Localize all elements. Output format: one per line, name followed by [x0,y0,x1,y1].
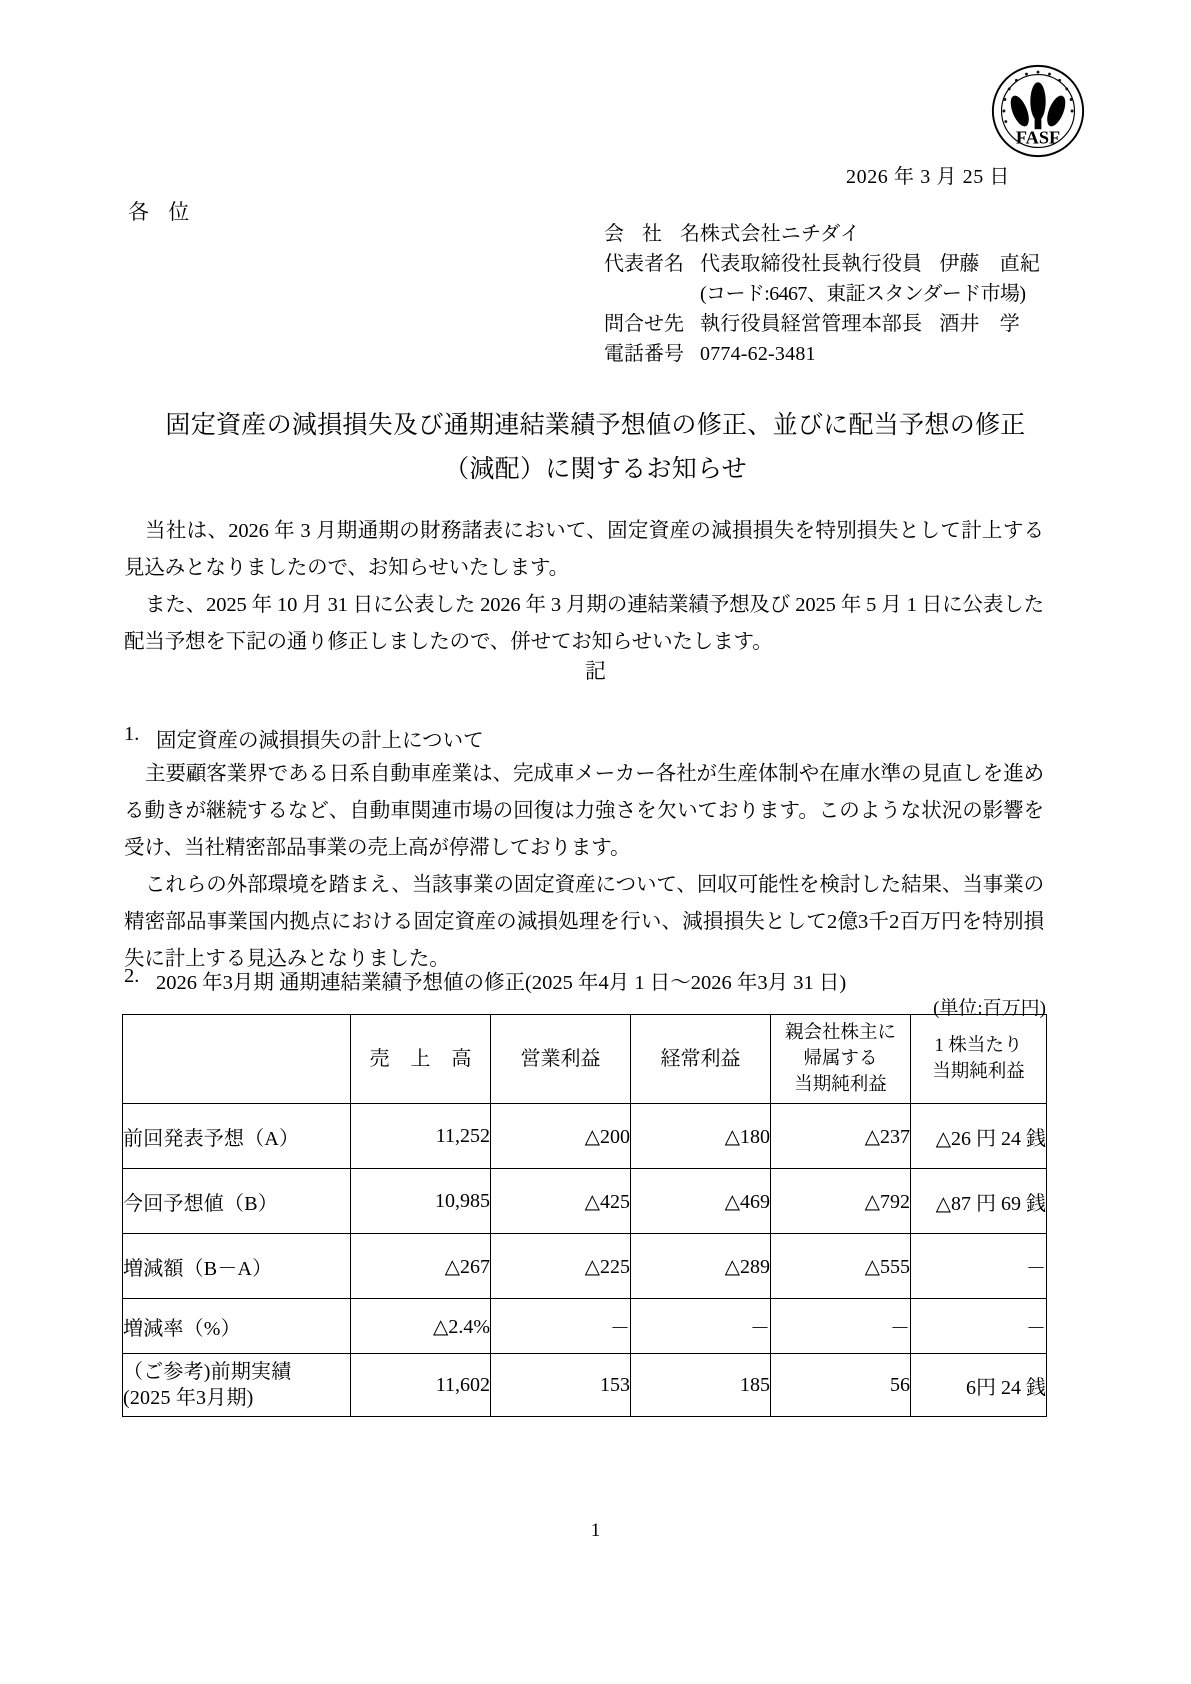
representative-title: 代表取締役社長執行役員 [700,253,923,275]
contact-row [604,309,1040,339]
row-label-prior-year-actual-line2: (2025 年3月期) [123,1387,254,1409]
intro-paragraph-1: 当社は、2026 年 3 月期通期の財務諸表において、固定資産の減損損失を特別損失として計上する見込みとなりましたので、お知らせいたします。 [124,520,1044,579]
row-label-current-forecast: 今回予想値（B） [123,1169,351,1234]
fasf-logo [990,63,1086,159]
section-2-number: 2. [124,965,140,987]
cell-current-forecast-operating: △425 [491,1169,631,1234]
table-row [123,1354,1047,1417]
contact-label: 問合せ先 [604,313,684,335]
cell-previous-forecast-sales: 11,252 [351,1104,491,1169]
table-header-row [123,1015,1047,1104]
cell-prior-year-eps: 6円 24 銭 [911,1354,1047,1417]
contact-title: 執行役員経営管理本部長 [700,313,923,335]
table-header-sales: 売 上 高 [351,1015,491,1104]
security-code-value: (コード:6467、東証スタンダード市場) [700,283,1026,305]
section-1-paragraph-2: これらの外部環境を踏まえ、当該事業の固定資産について、回収可能性を検討した結果、当事業の精密部品事業国内拠点における固定資産の減損処理を行い、減損損失として2億3千2百万円を特別損失に計上する見込みとなりました。 [124,874,1044,970]
table-header-eps-line1: 1 株当たり [934,1036,1023,1056]
table-header-net-income-line1: 親会社株主に [784,1023,896,1043]
telephone-row [604,339,1040,369]
contact-name: 酒井 学 [939,313,1021,335]
cell-previous-forecast-ordinary: △180 [631,1104,771,1169]
cell-current-forecast-ordinary: △469 [631,1169,771,1234]
cell-prior-year-net: 56 [771,1354,911,1417]
cell-change-amount-ordinary: △289 [631,1234,771,1299]
row-label-change-rate: 増減率（%） [123,1299,351,1354]
section-2-title: 2026 年3月期 通期連結業績予想値の修正(2025 年4月 1 日～2026 年3月 31 日) [156,972,847,994]
cell-change-amount-sales: △267 [351,1234,491,1299]
cell-change-amount-eps: － [911,1234,1047,1299]
cell-previous-forecast-net: △237 [771,1104,911,1169]
cell-current-forecast-net: △792 [771,1169,911,1234]
cell-change-rate-eps: － [911,1299,1047,1354]
table-row [123,1299,1047,1354]
table-header-eps [911,1015,1047,1104]
cell-change-rate-sales: △2.4% [351,1299,491,1354]
cell-prior-year-ordinary: 185 [631,1354,771,1417]
row-label-change-amount: 増減額（B－A） [123,1234,351,1299]
table-row [123,1169,1047,1234]
table-header-operating-income: 営業利益 [491,1015,631,1104]
section-1-paragraph-1: 主要顧客業界である日系自動車産業は、完成車メーカー各社が生産体制や在庫水準の見直しを進める動きが継続するなど、自動車関連市場の回復は力強さを欠いております。このような状況の影響を受け、当社精密部品事業の売上高が停滞しております。 [124,763,1044,859]
table-header-eps-line2: 当期純利益 [932,1062,1025,1082]
cell-prior-year-operating: 153 [491,1354,631,1417]
company-name-value: 株式会社ニチダイ [700,223,861,245]
row-label-prior-year-actual-line1: （ご参考)前期実績 [123,1361,292,1383]
table-row [123,1234,1047,1299]
table-header-net-income-line3: 当期純利益 [794,1075,887,1095]
section-1-title: 固定資産の減損損失の計上について [156,730,484,752]
cell-change-rate-operating: － [491,1299,631,1354]
ki-mark: 記 [585,659,606,683]
svg-text:FASF: FASF [1015,127,1061,148]
page-number: 1 [590,1520,601,1541]
row-label-previous-forecast: 前回発表予想（A） [123,1104,351,1169]
intro-paragraphs [124,513,1044,661]
cell-change-rate-ordinary: － [631,1299,771,1354]
cell-previous-forecast-operating: △200 [491,1104,631,1169]
section-1-heading [124,723,1064,753]
document-date: 2026 年 3 月 25 日 [846,166,1010,188]
table-header-net-income [771,1015,911,1104]
table-header-blank [123,1015,351,1104]
intro-paragraph-2: また、2025 年 10 月 31 日に公表した 2026 年 3 月期の連結業績予想及び 2025 年 5 月 1 日に公表した配当予想を下記の通り修正しましたので、併せてお知らせいたします。 [124,594,1044,653]
representative-row [604,249,1040,279]
cell-current-forecast-eps: △87 円 69 銭 [911,1169,1047,1234]
telephone-value: 0774-62-3481 [700,343,816,365]
company-info-block [604,219,1040,369]
cell-change-amount-operating: △225 [491,1234,631,1299]
row-label-prior-year-actual [123,1354,351,1417]
cell-change-rate-net: － [771,1299,911,1354]
security-code-row [604,279,1040,309]
page-title-line1: 固定資産の減損損失及び通期連結業績予想値の修正、並びに配当予想の修正 [165,412,1026,439]
table-header-net-income-line2: 帰属する [803,1049,878,1069]
section-2-heading [124,965,1064,995]
page-title [0,404,1191,492]
cell-change-amount-net: △555 [771,1234,911,1299]
addressee: 各 位 [128,200,197,224]
telephone-label: 電話番号 [604,343,684,365]
earnings-forecast-table [122,1014,1047,1417]
company-name-row [604,219,1040,249]
company-name-label: 会 社 名 [604,223,707,245]
section-1-number: 1. [124,723,140,745]
cell-current-forecast-sales: 10,985 [351,1169,491,1234]
representative-label: 代表者名 [604,253,684,275]
cell-previous-forecast-eps: △26 円 24 銭 [911,1104,1047,1169]
table-unit-note: (単位:百万円) [933,998,1046,1019]
table-row [123,1104,1047,1169]
page-title-line2: （減配）に関するお知らせ [444,456,747,483]
section-1-body [124,756,1044,978]
table-header-ordinary-income: 経常利益 [631,1015,771,1104]
representative-name: 伊藤 直紀 [939,253,1041,275]
cell-prior-year-sales: 11,602 [351,1354,491,1417]
